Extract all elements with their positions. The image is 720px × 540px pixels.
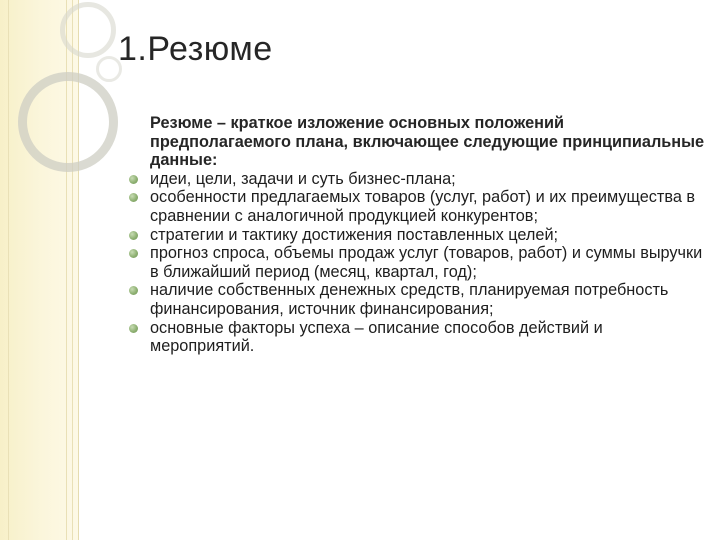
bullet-list: [128, 170, 708, 356]
bullet-text: прогноз спроса, объемы продаж услуг (товаров, работ) и суммы выручки в ближайший период (месяц, квартал, год);: [150, 244, 703, 281]
bullet-item: [128, 281, 708, 318]
bullet-item: [128, 188, 708, 225]
decorative-ring-small: [60, 2, 116, 58]
intro-text: Резюме – краткое изложение основных положений предполагаемого плана, включающее следующие принципиальные данные:: [150, 114, 705, 170]
slide-title: 1.Резюме: [118, 30, 273, 68]
bullet-text: идеи, цели, задачи и суть бизнес-плана;: [150, 169, 456, 188]
slide-content: [128, 114, 708, 356]
bullet-text: наличие собственных денежных средств, планируемая потребность финансирования, источник финансирования;: [150, 281, 669, 318]
bullet-text: особенности предлагаемых товаров (услуг, работ) и их преимущества в сравнении с аналогичной продукцией конкурентов;: [150, 188, 696, 225]
bullet-text: стратегии и тактику достижения поставленных целей;: [150, 225, 559, 244]
bullet-dot-icon: [129, 324, 138, 333]
side-panel-line: [8, 0, 9, 540]
bullet-dot-icon: [129, 249, 138, 258]
bullet-item: [128, 244, 708, 281]
bullet-dot-icon: [129, 231, 138, 240]
decorative-ring-large: [18, 72, 118, 172]
bullet-dot-icon: [129, 193, 138, 202]
bullet-item: [128, 319, 708, 356]
bullet-text: основные факторы успеха – описание способов действий и мероприятий.: [150, 318, 603, 356]
bullet-item: [128, 226, 708, 245]
bullet-dot-icon: [129, 175, 138, 184]
bullet-dot-icon: [129, 286, 138, 295]
bullet-item: [128, 170, 708, 189]
